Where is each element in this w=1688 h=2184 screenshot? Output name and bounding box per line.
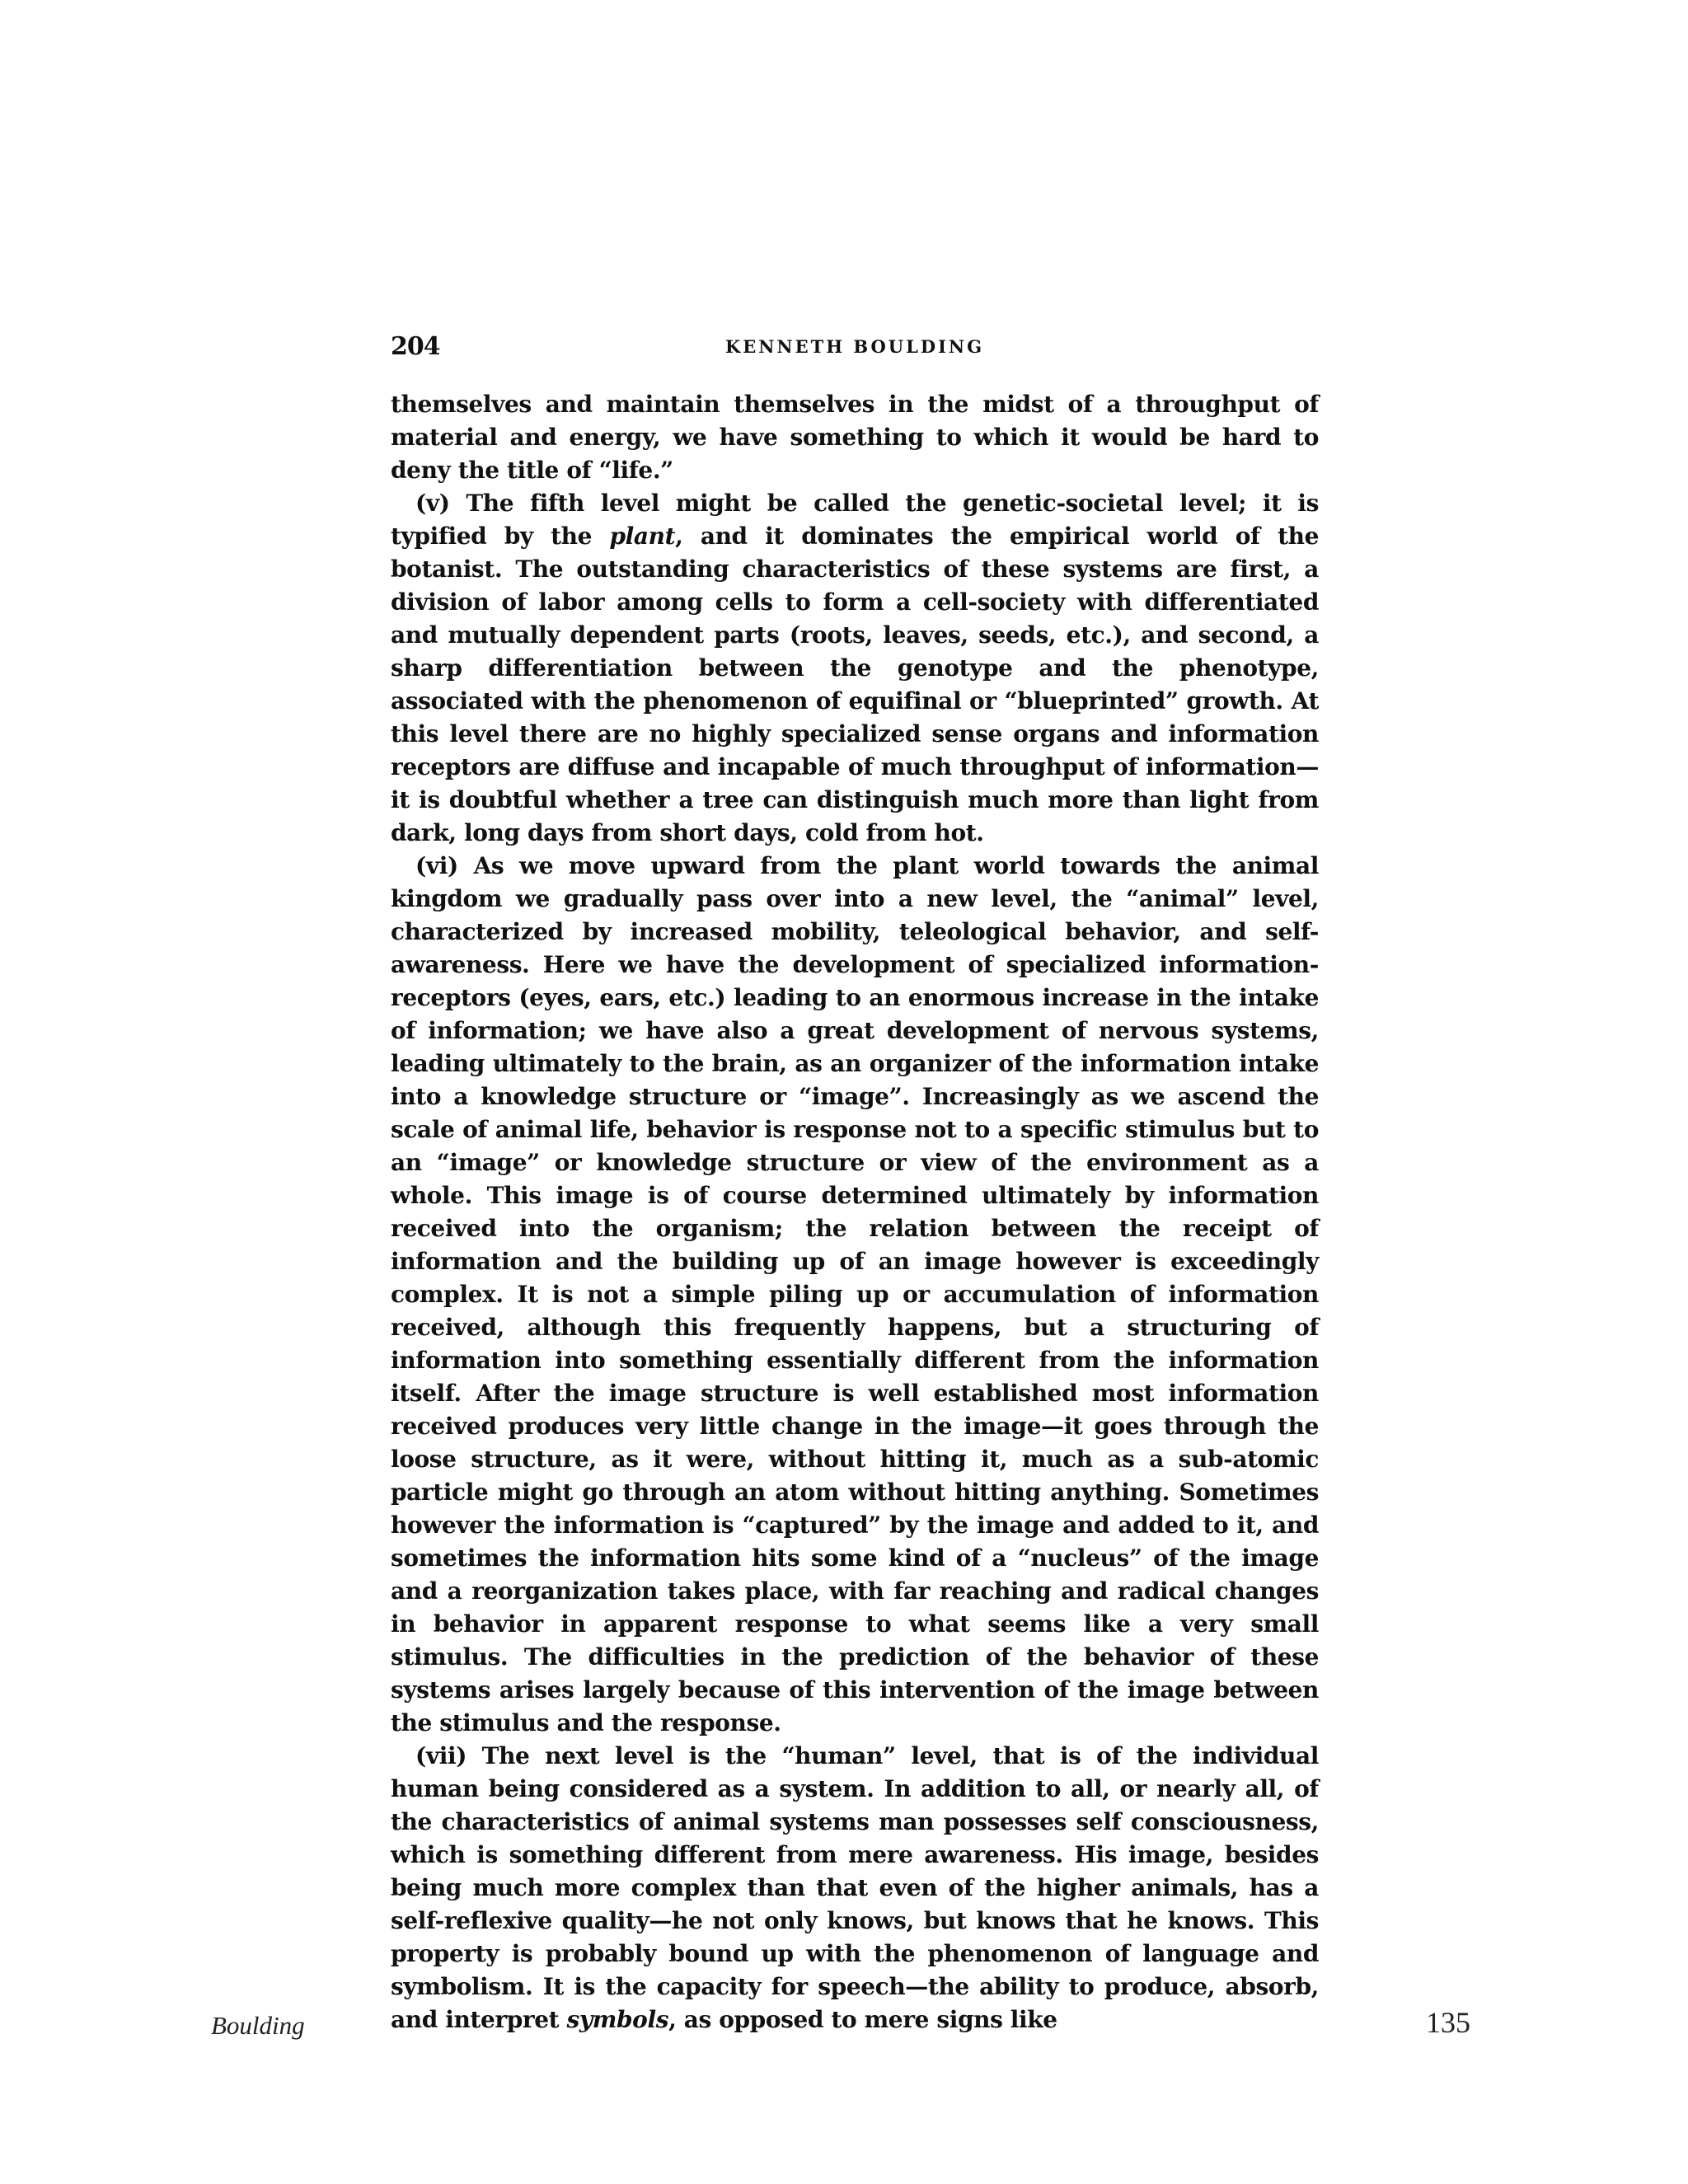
emphasis-plant: plant (609, 523, 676, 550)
paragraph-level-seven-text-a: (vii) The next level is the “human” level, that is of the individual human being considered as a system. In addition to all, or nearly all, of the characteristics of animal systems man possesses self consciousness, which is something different from mere awareness. His image, besides being much more complex than that even of the higher animals, has a self-reflexive quality—he not only knows, but knows that he knows. This property is probably bound up with the phenomenon of language and symbolism. It is the capacity for speech—the ability to produce, absorb, and interpret (391, 1742, 1319, 2033)
paragraph-life-continuation: themselves and maintain themselves in the midst of a throughput of material and energy, we have something to which it would be hard to deny the title of “life.” (391, 391, 1319, 484)
paragraph-level-seven-text-b: , as opposed to mere signs like (668, 2006, 1057, 2033)
body-text (391, 388, 1319, 2033)
emphasis-symbols: symbols (566, 2006, 669, 2033)
footer-author: Boulding (211, 2011, 305, 2040)
footer-page-number: 135 (1426, 2006, 1470, 2039)
paragraph-level-five (391, 487, 1319, 850)
paragraph-level-five-text-b: , and it dominates the empirical world of the botanist. The outstanding characteristics of these systems are first, a division of labor among cells to form a cell-society with differentiated and mutually dependent parts (roots, leaves, seeds, etc.), and second, a sharp differentiation between the genotype and the phenotype, associated with the phenomenon of equifinal or “blueprinted” growth. At this level there are no highly specialized sense organs and information receptors are diffuse and incapable of much throughput of information—it is doubtful whether a tree can distinguish much more than light from dark, long days from short days, cold from hot. (391, 523, 1319, 846)
paragraph-level-six: (vi) As we move upward from the plant world towards the animal kingdom we gradually pass over into a new level, the “animal” level, characterized by increased mobility, teleological behavior, and self-awareness. Here we have the development of specialized information-receptors (eyes, ears, etc.) leading to an enormous increase in the intake of information; we have also a great development of nervous systems, leading ultimately to the brain, as an organizer of the information intake into a knowledge structure or “image”. Increasingly as we ascend the scale of animal life, behavior is response not to a specific stimulus but to an “image” or knowledge structure or view of the environment as a whole. This image is of course determined ultimately by information received into the organism; the relation between the receipt of information and the building up of an image however is exceedingly complex. It is not a simple piling up or accumulation of information received, although this frequently happens, but a structuring of information into something essentially different from the information itself. After the image structure is well established most information received produces very little change in the image—it goes through the loose structure, as it were, without hitting it, much as a sub-atomic particle might go through an atom without hitting anything. Sometimes however the information is “captured” by the image and added to it, and sometimes the information hits some kind of a “nucleus” of the image and a reorganization takes place, with far reaching and radical changes in behavior in apparent response to what seems like a very small stimulus. The difficulties in the prediction of the behavior of these systems arises largely because of this intervention of the image between the stimulus and the response. (391, 852, 1319, 1736)
paragraph-level-seven (391, 1740, 1319, 2036)
paragraph-level-five-text-a: (v) The fifth level might be called the genetic-societal level; it is typified by the (391, 490, 1319, 550)
running-header-title: KENNETH BOULDING (724, 336, 985, 357)
original-page-number: 204 (391, 332, 440, 361)
